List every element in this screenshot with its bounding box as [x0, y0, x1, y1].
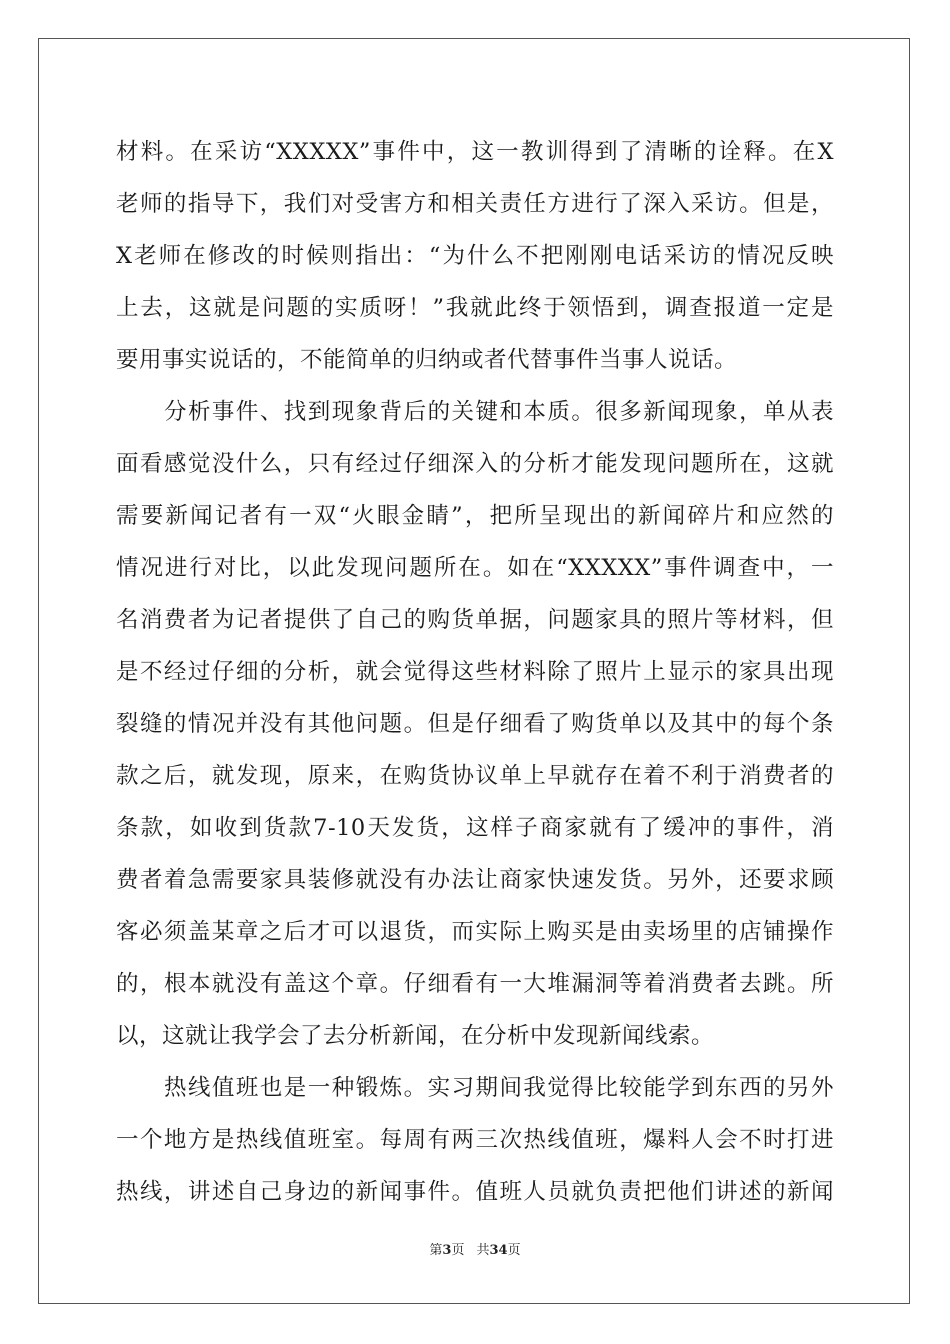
- text-line: 热线，讲述自己身边的新闻事件。值班人员就负责把他们讲述的新闻: [116, 1179, 834, 1205]
- total-prefix: 共: [476, 1243, 490, 1258]
- text-line: 面看感觉没什么，只有经过仔细深入的分析才能发现问题所在，这就: [116, 451, 834, 477]
- text-line: X老师在修改的时候则指出：“为什么不把刚刚电话采访的情况反映: [116, 243, 834, 269]
- page-footer: [0, 1239, 950, 1258]
- text-line: 裂缝的情况并没有其他问题。但是仔细看了购货单以及其中的每个条: [116, 711, 834, 737]
- text-line: 热线值班也是一种锻炼。实习期间我觉得比较能学到东西的另外: [164, 1075, 834, 1101]
- page-number: 3: [442, 1243, 452, 1258]
- text-line: 材料。在采访“XXXXX”事件中，这一教训得到了清晰的诠释。在X: [116, 139, 834, 165]
- text-line: 名消费者为记者提供了自己的购货单据，问题家具的照片等材料，但: [116, 607, 834, 633]
- text-line: 是不经过仔细的分析，就会觉得这些材料除了照片上显示的家具出现: [116, 659, 834, 685]
- text-line: 需要新闻记者有一双“火眼金睛”，把所呈现出的新闻碎片和应然的: [116, 503, 834, 529]
- text-line: 一个地方是热线值班室。每周有两三次热线值班，爆料人会不时打进: [116, 1127, 834, 1153]
- total-pages: 34: [489, 1243, 508, 1258]
- text-line: 分析事件、找到现象背后的关键和本质。很多新闻现象，单从表: [164, 399, 834, 425]
- page-suffix: 页: [451, 1243, 465, 1258]
- text-line: 老师的指导下，我们对受害方和相关责任方进行了深入采访。但是，: [116, 191, 834, 217]
- text-line: 条款，如收到货款7-10天发货，这样子商家就有了缓冲的事件，消: [116, 815, 834, 841]
- text-line: 费者着急需要家具装修就没有办法让商家快速发货。另外，还要求顾: [116, 867, 834, 893]
- text-line: 情况进行对比，以此发现问题所在。如在“XXXXX”事件调查中，一: [116, 555, 834, 581]
- page-prefix: 第: [429, 1243, 443, 1258]
- paragraph-3: [116, 1062, 834, 1218]
- text-line: 款之后，就发现，原来，在购货协议单上早就存在着不利于消费者的: [116, 763, 834, 789]
- paragraph-2: [116, 386, 834, 1062]
- paragraph-1: [116, 126, 834, 386]
- document-body: [116, 126, 834, 1218]
- total-suffix: 页: [507, 1243, 521, 1258]
- text-line: 的，根本就没有盖这个章。仔细看有一大堆漏洞等着消费者去跳。所: [116, 971, 834, 997]
- text-line: 要用事实说话的，不能简单的归纳或者代替事件当事人说话。: [116, 347, 738, 373]
- text-line: 上去，这就是问题的实质呀！”我就此终于领悟到，调查报道一定是: [116, 295, 834, 321]
- text-line: 以，这就让我学会了去分析新闻，在分析中发现新闻线索。: [116, 1023, 715, 1049]
- text-line: 客必须盖某章之后才可以退货，而实际上购买是由卖场里的店铺操作: [116, 919, 834, 945]
